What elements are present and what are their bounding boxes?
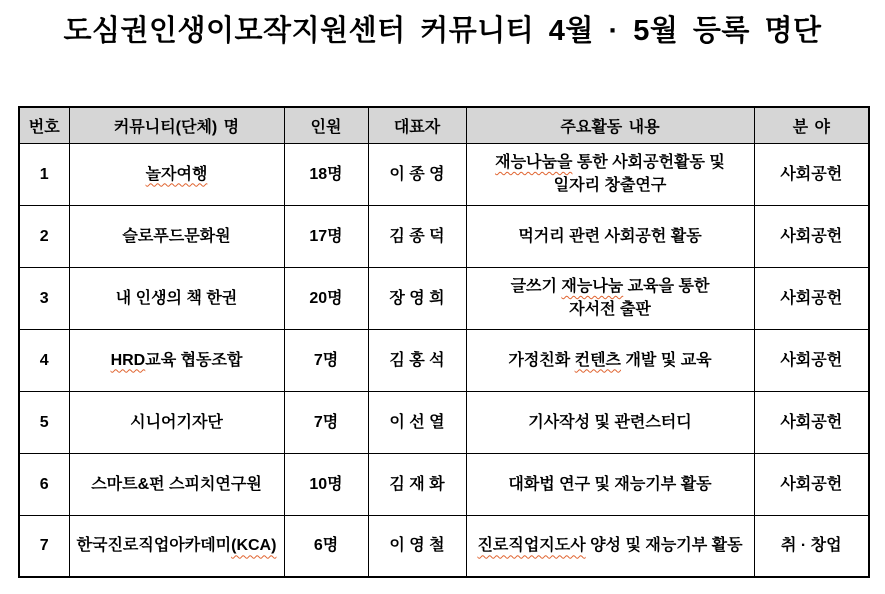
cell-representative: 김 종 덕: [368, 205, 466, 267]
cell-representative: 이 영 철: [368, 515, 466, 577]
text-segment: 자서전 출판: [569, 301, 651, 318]
cell-activity: [466, 205, 754, 267]
table-row: [19, 515, 869, 577]
cell-members: 17명: [284, 205, 368, 267]
table-row: [19, 205, 869, 267]
cell-no: 6: [19, 453, 69, 515]
text-segment: 일자리 창출연구: [553, 177, 667, 194]
cell-representative: 장 영 희: [368, 267, 466, 329]
cell-field: 사회공헌: [754, 143, 869, 205]
text-segment: 스마트&펀 스피치연구원: [91, 475, 262, 493]
cell-activity: [466, 143, 754, 205]
cell-representative: 김 홍 석: [368, 329, 466, 391]
cell-representative: 이 종 영: [368, 143, 466, 205]
cell-members: 18명: [284, 143, 368, 205]
text-segment: 교육 협동조합: [145, 351, 243, 369]
cell-no: 5: [19, 391, 69, 453]
cell-members: 6명: [284, 515, 368, 577]
cell-name: [69, 453, 284, 515]
cell-representative: 이 선 열: [368, 391, 466, 453]
text-segment: 슬로푸드문화원: [122, 227, 231, 245]
cell-members: 10명: [284, 453, 368, 515]
cell-name: [69, 143, 284, 205]
text-segment: 글쓰기: [510, 278, 562, 295]
text-segment: 기사작성 및 관련스터디: [528, 413, 692, 431]
misspelled-text: (KCA): [231, 537, 277, 555]
page-title: 도심권인생이모작지원센터 커뮤니티 4월 · 5월 등록 명단: [63, 15, 822, 47]
text-segment: 시니어기자단: [130, 413, 223, 431]
column-header-1: 번호: [19, 107, 69, 143]
cell-field: 사회공헌: [754, 453, 869, 515]
misspelled-text: 진로직업지도사: [477, 537, 586, 555]
cell-members: 7명: [284, 391, 368, 453]
cell-members: 20명: [284, 267, 368, 329]
text-segment: 한국진로직업아카데미: [76, 537, 232, 555]
table-body: [19, 143, 869, 577]
cell-field: 사회공헌: [754, 267, 869, 329]
column-header-3: 인원: [284, 107, 368, 143]
table-row: [19, 453, 869, 515]
community-roster-table: [18, 106, 870, 578]
cell-no: 4: [19, 329, 69, 391]
misspelled-text: 놀자여행: [145, 165, 208, 183]
cell-field: 취 · 창업: [754, 515, 869, 577]
cell-no: 1: [19, 143, 69, 205]
table-row: [19, 329, 869, 391]
table-row: [19, 391, 869, 453]
cell-activity: [466, 515, 754, 577]
cell-name: [69, 391, 284, 453]
cell-members: 7명: [284, 329, 368, 391]
cell-no: 3: [19, 267, 69, 329]
text-segment: 개발 및 교육: [621, 351, 712, 369]
table-row: [19, 267, 869, 329]
cell-no: 7: [19, 515, 69, 577]
column-header-2: 커뮤니티(단체) 명: [69, 107, 284, 143]
text-segment: 내 인생의 책 한권: [115, 289, 238, 307]
cell-activity: [466, 391, 754, 453]
text-segment: 가정친화: [508, 351, 575, 369]
cell-activity: [466, 267, 754, 329]
cell-no: 2: [19, 205, 69, 267]
column-header-4: 대표자: [368, 107, 466, 143]
cell-field: 사회공헌: [754, 205, 869, 267]
cell-representative: 김 재 화: [368, 453, 466, 515]
text-segment: 양성 및 재능기부 활동: [585, 537, 743, 555]
cell-name: [69, 329, 284, 391]
cell-activity: [466, 329, 754, 391]
cell-activity: [466, 453, 754, 515]
text-segment: 대화법 연구 및 재능기부 활동: [508, 475, 712, 493]
misspelled-text: 재능나눔: [561, 278, 624, 295]
text-segment: 통한 사회공헌활동 및: [572, 154, 725, 171]
header-row: [19, 107, 869, 143]
misspelled-text: 재능나눔을: [495, 154, 573, 171]
cell-field: 사회공헌: [754, 329, 869, 391]
text-segment: 교육을 통한: [623, 278, 710, 295]
text-segment: 먹거리 관련 사회공헌 활동: [518, 227, 702, 245]
misspelled-text: HRD: [110, 351, 146, 369]
cell-name: [69, 515, 284, 577]
cell-name: [69, 267, 284, 329]
column-header-5: 주요활동 내용: [466, 107, 754, 143]
table-header: [19, 107, 869, 143]
cell-field: 사회공헌: [754, 391, 869, 453]
cell-name: [69, 205, 284, 267]
table-row: [19, 143, 869, 205]
column-header-6: 분 야: [754, 107, 869, 143]
misspelled-text: 컨텐츠: [574, 351, 622, 369]
